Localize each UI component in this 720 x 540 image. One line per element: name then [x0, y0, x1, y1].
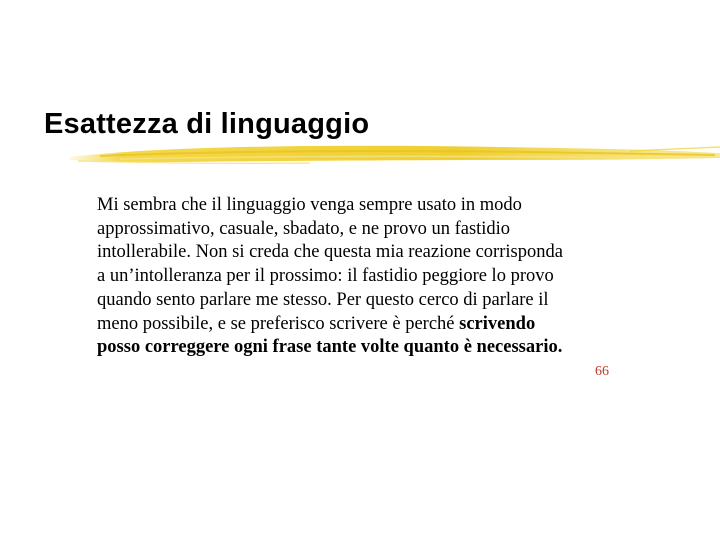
quote-paragraph — [97, 194, 617, 360]
quote-bold-line: posso correggere ogni frase tante volte quanto è necessario. — [97, 337, 563, 358]
title-underline-brushstroke — [70, 140, 720, 170]
quote-line: quando sento parlare me stesso. Per questo cerco di parlare il — [97, 289, 549, 310]
quote-line: Mi sembra che il linguaggio venga sempre usato in modo — [97, 195, 522, 215]
quote-line-mixed — [97, 313, 617, 337]
quote-bold-word: scrivendo — [459, 313, 536, 334]
slide-title: Esattezza di linguaggio — [44, 108, 370, 140]
quote-line: intollerabile. Non si creda che questa mia reazione corrisponda — [97, 242, 563, 263]
quote-line-text: meno possibile, e se preferisco scrivere è perché — [97, 313, 460, 334]
quote-line: a un’intolleranza per il prossimo: il fastidio peggiore lo provo — [97, 266, 554, 287]
page-number: 66 — [595, 364, 609, 379]
quote-line: approssimativo, casuale, sbadato, e ne provo un fastidio — [97, 218, 511, 239]
